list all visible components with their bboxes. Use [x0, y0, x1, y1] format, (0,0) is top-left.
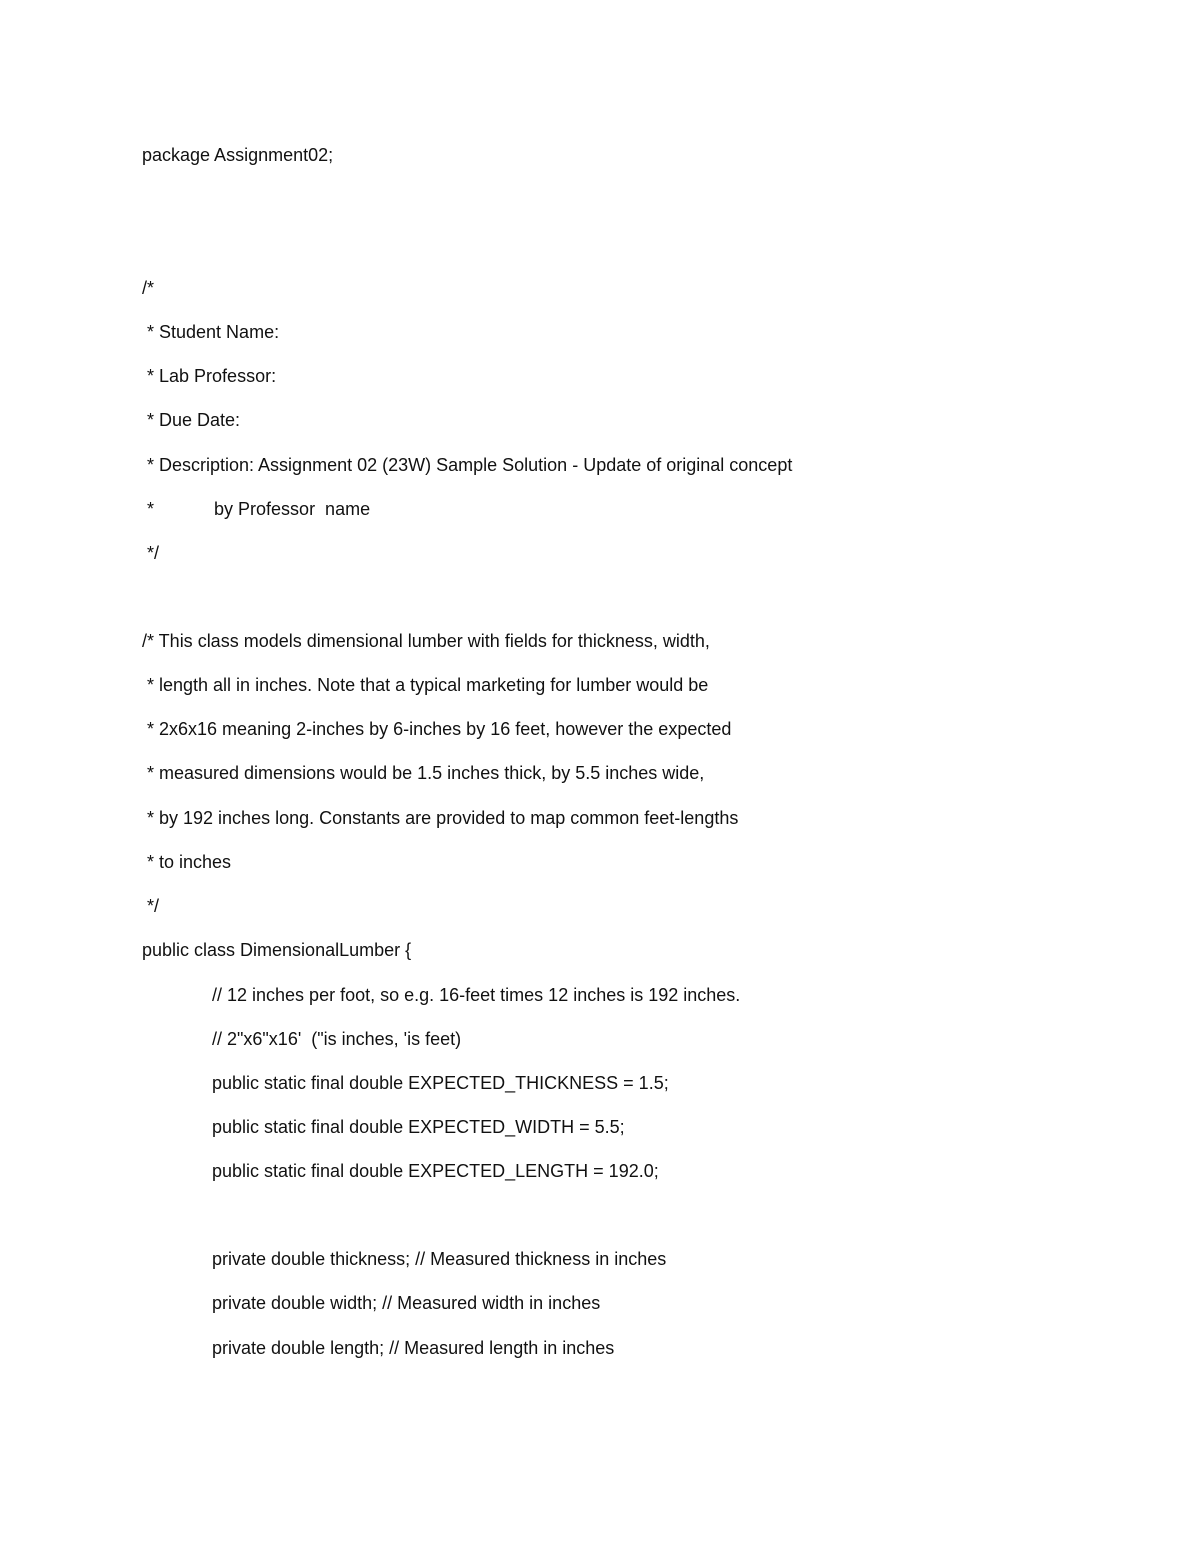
- thickness-field: private double thickness; // Measured thickness in inches: [212, 1249, 667, 1269]
- package-declaration: package Assignment02;: [142, 145, 334, 165]
- class-comment-line-1: /* This class models dimensional lumber with fields for thickness, width,: [142, 631, 710, 651]
- dimension-notation-comment: // 2"x6"x16' ("is inches, 'is feet): [212, 1029, 462, 1049]
- length-field: private double length; // Measured length in inches: [212, 1338, 615, 1358]
- header-comment-close: */: [142, 543, 160, 563]
- description-line: * Description: Assignment 02 (23W) Sample Solution - Update of original concept: [142, 455, 793, 475]
- lab-professor-line: * Lab Professor:: [142, 366, 277, 386]
- due-date-line: * Due Date:: [142, 410, 241, 430]
- header-comment-open: /*: [142, 278, 155, 298]
- description-continuation-line: * by Professor name: [142, 499, 371, 519]
- class-comment-close: */: [142, 896, 160, 916]
- expected-width-constant: public static final double EXPECTED_WIDTH = 5.5;: [212, 1117, 625, 1137]
- inches-per-foot-comment: // 12 inches per foot, so e.g. 16-feet times 12 inches is 192 inches.: [212, 985, 741, 1005]
- class-comment-line-6: * to inches: [142, 852, 232, 872]
- class-comment-line-3: * 2x6x16 meaning 2-inches by 6-inches by 16 feet, however the expected: [142, 719, 732, 739]
- class-comment-line-2: * length all in inches. Note that a typical marketing for lumber would be: [142, 675, 709, 695]
- expected-length-constant: public static final double EXPECTED_LENGTH = 192.0;: [212, 1161, 659, 1181]
- student-name-line: * Student Name:: [142, 322, 280, 342]
- class-comment-line-4: * measured dimensions would be 1.5 inches thick, by 5.5 inches wide,: [142, 763, 705, 783]
- expected-thickness-constant: public static final double EXPECTED_THICKNESS = 1.5;: [212, 1073, 669, 1093]
- class-declaration: public class DimensionalLumber {: [142, 940, 412, 960]
- width-field: private double width; // Measured width in inches: [212, 1293, 601, 1313]
- class-comment-line-5: * by 192 inches long. Constants are provided to map common feet-lengths: [142, 808, 739, 828]
